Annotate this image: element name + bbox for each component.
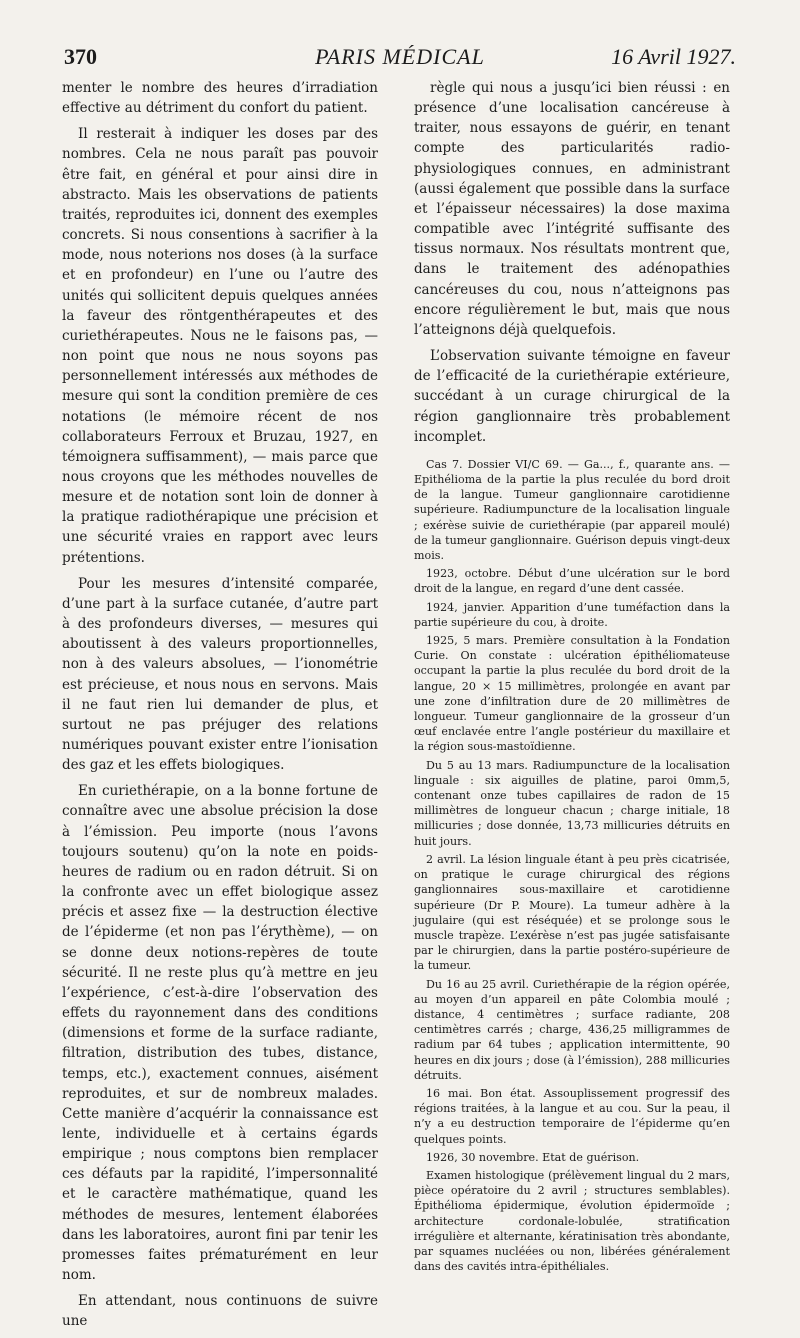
issue-date: 16 Avril 1927. xyxy=(611,44,736,69)
case-paragraph: 1923, octobre. Début d’une ulcération sur le bord droit de la langue, en regard d’une dent cassée. xyxy=(414,567,730,596)
case-paragraph: 2 avril. La lésion linguale étant à peu près cicatrisée, on pratique le curage chirurgical des régions ganglionnaires sous-maxillaire et carotidienne supérieure (Dr P. Moure). La tumeur adhère à la jugulaire (qui est réséquée) et se prolonge sous le muscle trapèze. L’exérèse n’est pas jugée satisfaisante par le chirurgien, dans la partie postéro-supérieure de la tumeur. xyxy=(414,852,730,973)
paragraph: Pour les mesures d’intensité comparée, d’une part à la surface cutanée, d’autre part à des profondeurs diverses, — mesures qui aboutissent à des valeurs proportionnelles, non à des valeurs absolues, — l’ionométrie est précieuse, et nous nous en servons. Mais il ne faut rien lui demander de plus, et surtout ne pas préjuger des relations numériques pouvant exister entre l’ionisation des gaz et les effets biologiques. xyxy=(62,575,378,774)
paragraph: Il resterait à indiquer les doses par des nombres. Cela ne nous paraît pas pouvoir être fait, en général et pour ainsi dire in abstracto. Mais les observations de patients traités, reproduites ici, donnent des exemples concrets. Si nous consentions à sacrifier à la mode, nous noterions nos doses (à la surface et en profondeur) en l’une ou l’autre des unités qui sollicitent depuis quelques années la faveur des röntgenthérapeutes et des curiethérapeutes. Nous ne le faisons pas, — non point que nous ne nous soyons pas personnellement intéressés aux méthodes de mesure qui sont la condition première de ces notations (le mémoire récent de nos collaborateurs Ferroux et Bruzau, 1927, en témoignera suffisamment), — mais parce que nous croyons que les méthodes nouvelles de mesure et de notation sont loin de donner à la pratique radiothérapique une précision et une sécurité vraies en rapport avec leurs prétentions. xyxy=(62,126,378,566)
paragraph: En curiethérapie, on a la bonne fortune de connaître avec une absolue précision la dose à l’émission. Peu importe (nous l’avons toujours soutenu) qu’on la note en poids-heures de radium ou en radon détruit. Si on la confronte avec un effet biologique assez précis et assez fixe — la destruction élective de l’épiderme (et non pas l’érythème), — on se donne deux notions-repères de toute sécurité. Il ne reste plus qu’à mettre en jeu l’expérience, c’est-à-dire l’observation des effets du rayonnement dans des conditions (dimensions et forme de la surface radiante, filtration, distribution des tubes, distance, temps, etc.), exactement connues, aisément reproduites, et sur de nombreux malades. Cette manière d’acquérir la connaissance est lente, individuelle et à certains égards empirique ; nous comptons bien remplacer ces défauts par la rapidité, l’impersonnalité et le caractère mathématique, quand les méthodes de mesures, lentement élaborées dans les laboratoires, auront fini par tenir les promesses faites prématurément en leur nom. xyxy=(62,783,378,1284)
case-paragraph: 1924, janvier. Apparition d’une tuméfaction dans la partie supérieure du cou, à droite. xyxy=(414,600,730,629)
case-paragraph: Du 16 au 25 avril. Curiethérapie de la région opérée, au moyen d’un appareil en pâte Colombia moulé ; distance, 4 centimètres ; surface radiante, 208 centimètres carrés ; charge, 436,25 milligrammes de radium par 64 tubes ; application intermittente, 90 heures en dix jours ; dose (à l’émission), 288 millicuries détruits. xyxy=(414,977,730,1082)
case-paragraph: Du 5 au 13 mars. Radiumpuncture de la localisation linguale : six aiguilles de platine, paroi 0mm,5, contenant onze tubes capillaires de radon de 15 millimètres de longueur chacun ; charge initiale, 18 millicuries ; dose donnée, 13,73 millicuries détruits en huit jours. xyxy=(414,758,730,848)
right-main-text xyxy=(414,78,730,447)
paragraph: L’observation suivante témoigne en faveur de l’efficacité de la curiethérapie extérieure, succédant à un curage chirurgical de la région ganglionnaire très probablement incomplet. xyxy=(414,348,730,445)
case-paragraph: 1926, 30 novembre. Etat de guérison. xyxy=(426,1150,640,1164)
case-paragraph: Cas 7. Dossier VI/C 69. — Ga..., f., quarante ans. — Epithélioma de la partie la plus reculée du bord droit de la langue. Tumeur ganglionnaire carotidienne supérieure. Radiumpuncture de la localisation linguale ; exérèse suivie de curiethérapie (par appareil moulé) de la tumeur ganglionnaire. Guérison depuis vingt-deux mois. xyxy=(414,457,730,563)
paragraph: En attendant, nous continuons de suivre une xyxy=(62,1293,378,1330)
journal-title: PARIS MÉDICAL xyxy=(315,44,485,69)
case-paragraph: 1925, 5 mars. Première consultation à la Fondation Curie. On constate : ulcération épithéliomateuse occupant la partie la plus reculée du bord droit de la langue, 20 × 15 millimètres, prolongée en avant par une zone d’infiltration dure de 20 millimètres de longueur. Tumeur ganglionnaire de la grosseur d’un œuf enclavée entre l’angle postérieur du maxillaire et la région sous-mastoïdienne. xyxy=(414,634,730,754)
paragraph: menter le nombre des heures d’irradiation effective au détriment du confort du patient. xyxy=(62,80,378,117)
right-column xyxy=(414,78,730,1277)
page-header xyxy=(64,44,736,72)
case-paragraph: Examen histologique (prélèvement lingual du 2 mars, pièce opératoire du 2 avril ; structures semblables). Épithélioma épidermique, évolution épidermoïde ; architecture cordonale-lobulée, stratification irrégulière et alternante, kératinisation très abondante, par squames nucléées ou non, libérées généralement dans des cavités intra-épithéliales. xyxy=(414,1168,730,1274)
left-column xyxy=(62,78,378,1338)
case-report xyxy=(414,457,730,1275)
case-paragraph: 16 mai. Bon état. Assouplissement progressif des régions traitées, à la langue et au cou. Sur la peau, il n’y a eu destruction temporaire de l’épiderme qu’en quelques points. xyxy=(414,1086,730,1146)
paragraph: règle qui nous a jusqu’ici bien réussi : en présence d’une localisation cancéreuse à traiter, nous essayons de guérir, en tenant compte des particularités radio-physiologiques connues, en administrant (aussi également que possible dans la surface et l’épaisseur nécessaires) la dose maxima compatible avec l’intégrité suffisante des tissus normaux. Nos résultats montrent que, dans le traitement des adénopathies cancéreuses du cou, nous n’atteignons pas encore régulièrement le but, mais que nous l’atteignons déjà quelquefois. xyxy=(414,80,730,338)
page-number: 370 xyxy=(64,44,97,69)
